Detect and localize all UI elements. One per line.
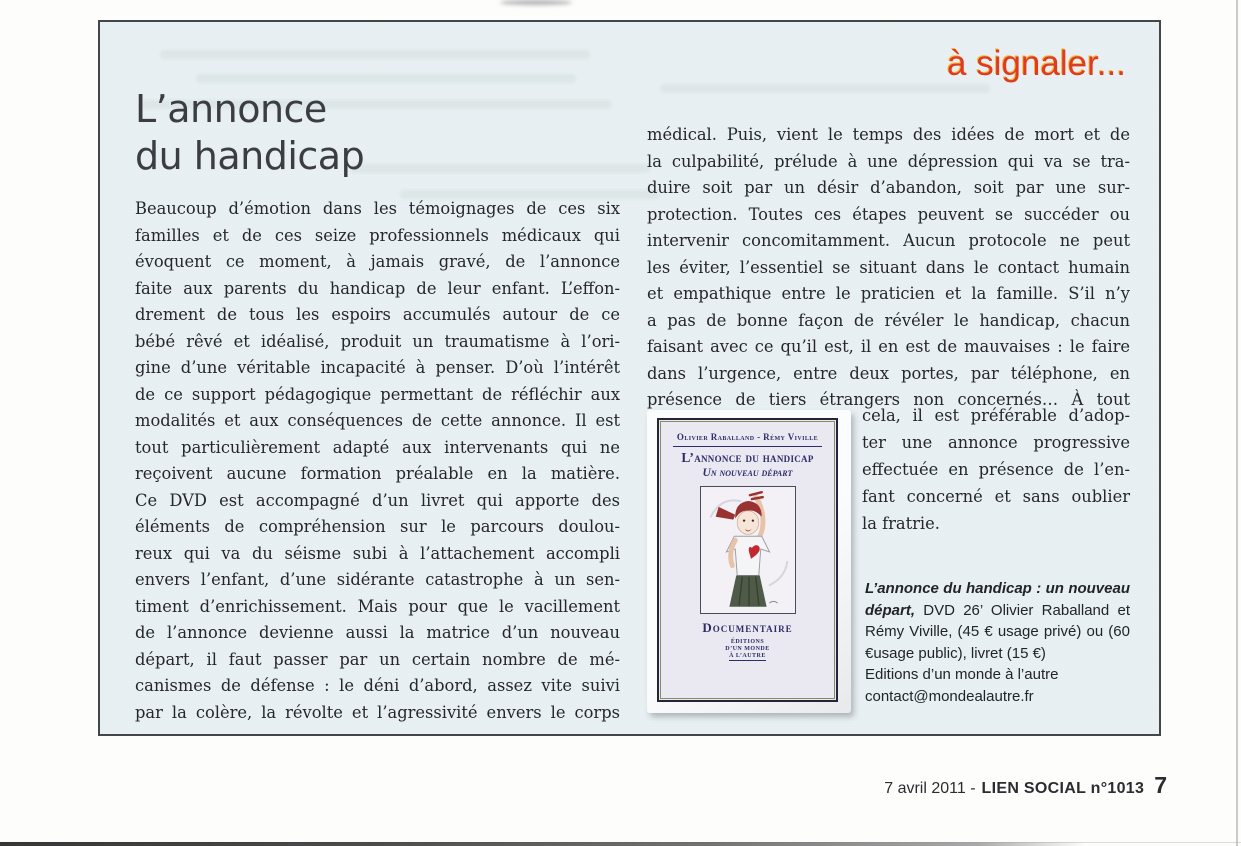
text-line: D’UN MONDE (725, 646, 770, 652)
show-through-artifact (196, 74, 576, 83)
article-right-column (647, 122, 1130, 414)
text-line: la culpabilité, prélude à une dépression qui va se tra- (647, 151, 1130, 171)
text-line: ÉDITIONS (730, 639, 765, 645)
article-title-line1: L’annonce (135, 87, 327, 131)
text-line: tout particulièrement adapté aux intervenants qui ne (135, 437, 620, 457)
text-line: gine d’une véritable incapacité à penser. D’où l’intérêt (135, 358, 620, 377)
caption-email: contact@mondealautre.fr (865, 687, 1034, 705)
caption-title: L’annonce du handicap : un nouveau départ, (865, 580, 1130, 619)
footer-page-number: 7 (1154, 772, 1167, 798)
scan-edge-artifact (0, 842, 1085, 846)
article-title (135, 86, 364, 180)
dvd-authors: Olivier Raballand - Rémy Viville (676, 432, 819, 442)
text-line: a pas de bonne façon de révéler le handicap, chacun (647, 310, 1130, 330)
text-line: À L’AUTRE (729, 653, 766, 659)
dvd-caption (865, 578, 1130, 707)
text-line: intervenir concomitamment. Aucun protocole ne peut (647, 231, 1130, 250)
text-line: modalités et aux conséquences de cette annonce. Il est (135, 411, 620, 430)
text-line: présence de tiers étrangers non concernés… À tout (647, 390, 1130, 409)
page-footer (884, 772, 1167, 799)
dvd-cover-photo (647, 410, 851, 713)
footer-date: 7 avril 2011 - (884, 780, 976, 797)
text-line: effectuée en présence de l’en- (862, 460, 1130, 479)
dvd-title: L’annonce du handicap (681, 450, 814, 465)
text-line: les éviter, l’essentiel se situant dans le contact humain (647, 257, 1130, 277)
dvd-cover-frame (657, 418, 838, 702)
dvd-cover-inner-frame (660, 421, 835, 699)
text-line: timent d’enrichissement. Mais pour que le vacillement (135, 596, 620, 616)
dvd-genre-label: Documentaire (702, 620, 793, 635)
caption-details: DVD 26’ Olivier Raballand et Rémy Viville, (45 € usage privé) ou (60 €usage public), livret (15 €) (865, 601, 1130, 662)
text-line: faite aux parents du handicap de leur enfant. L’effon- (135, 278, 620, 298)
text-line: reux qui va du séisme subi à l’attachement accompli (135, 543, 620, 563)
dvd-publisher-mark (661, 639, 834, 661)
girl-drawing-svg (701, 487, 795, 613)
section-label: à signaler... (947, 44, 1126, 83)
text-line: drement de tous les espoirs accumulés autour de ce (135, 305, 620, 324)
text-line: Beaucoup d’émotion dans les témoignages de ces six (135, 199, 620, 218)
article-title-line2: du handicap (135, 134, 365, 178)
text-line: évoquent ce moment, à jamais gravé, de l’annonce (135, 252, 620, 271)
text-line: départ, il faut passer par un certain nombre de mé- (135, 649, 620, 669)
text-line: Ce DVD est accompagné d’un livret qui apporte des (135, 490, 620, 510)
text-line: protection. Toutes ces étapes peuvent se succéder ou (647, 204, 1130, 224)
show-through-artifact (660, 84, 990, 93)
text-line: éléments de compréhension sur le parcours doulou- (135, 517, 620, 536)
scan-edge-artifact (1236, 0, 1238, 846)
text-line: ter une annonce progressive (862, 433, 1130, 452)
text-line: duire soit par un désir d’abandon, soit par une sur- (647, 178, 1130, 197)
text-line: de ce support pédagogique permettant de réfléchir aux (135, 384, 620, 404)
footer-brand: LIEN SOCIAL n°1013 (981, 780, 1145, 797)
text-line: dans l’urgence, entre deux portes, par téléphone, en (647, 363, 1130, 383)
scan-smudge-artifact (500, 0, 572, 5)
text-line: familles et de ces seize professionnels médicaux qui (135, 225, 620, 245)
text-line: envers l’enfant, d’une sidérante catastrophe à un sen- (135, 570, 620, 589)
article-panel (98, 20, 1161, 736)
text-line: la fratrie. (862, 514, 940, 533)
text-line: canismes de défense : le déni d’abord, assez vite suivi (135, 676, 620, 695)
article-wrap-column (862, 402, 1130, 537)
girl-illustration (700, 486, 796, 614)
text-line: faisant avec ce qu’il est, il en est de mauvaises : le faire (647, 337, 1130, 356)
text-line: cela, il est préférable d’adop- (862, 406, 1130, 425)
text-line: fant concerné et sans oublier (862, 487, 1130, 506)
text-line: bébé rêvé et idéalisé, produit un traumatisme à l’ori- (135, 331, 620, 351)
text-line: et empathique entre le praticien et la famille. S’il n’y (647, 284, 1130, 303)
text-line: par la colère, la révolte et l’agressivité envers le corps (135, 702, 620, 722)
caption-publisher: Editions d’un monde à l’autre (865, 666, 1059, 683)
text-line: de l’annonce devienne aussi la matrice d’un nouveau (135, 623, 620, 642)
dvd-divider-rule (673, 446, 822, 447)
text-line: médical. Puis, vient le temps des idées de mort et de (647, 125, 1130, 144)
dvd-subtitle: Un nouveau départ (702, 467, 793, 479)
article-left-column (135, 196, 620, 726)
show-through-artifact (350, 164, 650, 173)
caption-paragraph (865, 578, 1130, 664)
show-through-artifact (160, 50, 590, 59)
text-line: reçoivent aucune formation préalable en la matière. (135, 464, 620, 483)
